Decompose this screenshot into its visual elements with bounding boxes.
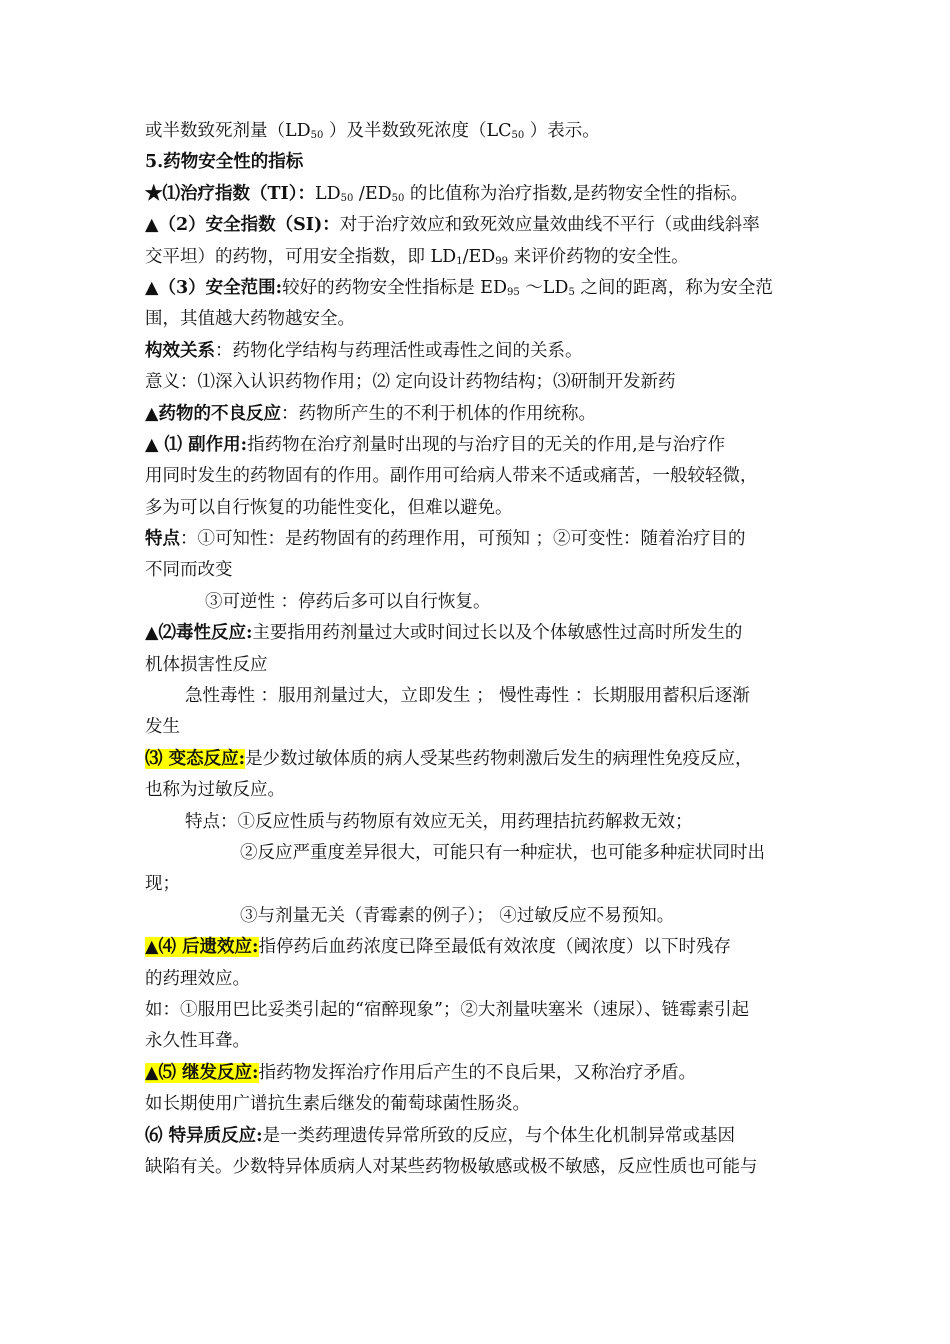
text-line: 不同而改变 xyxy=(145,560,233,581)
text-line: ▲⑷ 后遗效应:指停药后血药浓度已降至最低有效浓度（阈浓度）以下时残存 xyxy=(145,937,732,958)
text-line: ▲ ⑴ 副作用:指药物在治疗剂量时出现的与治疗目的无关的作用,是与治疗作 xyxy=(145,434,726,455)
text-line: 意义：⑴深入认识药物作用；⑵ 定向设计药物结构；⑶研制开发新药 xyxy=(145,372,676,393)
text-line: 用同时发生的药物固有的作用。副作用可给病人带来不适或痛苦，一般较轻微， xyxy=(145,466,758,487)
text-line: 发生 xyxy=(145,717,180,738)
text-line: 机体损害性反应 xyxy=(145,654,268,675)
text-line: 也称为过敏反应。 xyxy=(145,780,285,801)
text-line: 围，其值越大药物越安全。 xyxy=(145,309,355,330)
text-line: ⑹ 特异质反应:是一类药理遗传异常所致的反应，与个体生化机制异常或基因 xyxy=(145,1125,736,1146)
highlight-label: ▲⑸ 继发反应: xyxy=(145,1062,259,1083)
text-line: 交平坦）的药物，可用安全指数，即 $LD_1/ED_{99}$ 来评价药物的安全性。 xyxy=(145,246,689,267)
text-line: ⑶ 变态反应:是少数过敏体质的病人受某些药物刺激后发生的病理性免疫反应， xyxy=(145,748,753,769)
text-line: 多为可以自行恢复的功能性变化，但难以避免。 xyxy=(145,497,513,518)
text-line: ③可逆性 ：停药后多可以自行恢复。 xyxy=(205,591,491,612)
text-line: ▲（2）安全指数（SI)：对于治疗效应和致死效应量效曲线不平行（或曲线斜率 xyxy=(145,215,760,236)
text-line: ★⑴治疗指数（TI）：$LD_{50}$ $/ED_{50}$ 的比值称为治疗指数,是药物安全性的指标。 xyxy=(145,183,748,204)
text-line: 缺陷有关。少数特异体质病人对某些药物极敏感或极不敏感，反应性质也可能与 xyxy=(145,1156,758,1177)
text-line: 特点：①反应性质与药物原有效应无关，用药理拮抗药解救无效； xyxy=(185,811,693,832)
text-line: ②反应严重度差异很大，可能只有一种症状，也可能多种症状同时出 xyxy=(240,842,765,863)
text-line: ▲⑸ 继发反应:指药物发挥治疗作用后产生的不良后果，又称治疗矛盾。 xyxy=(145,1062,697,1083)
text-line: 或半数致死剂量（$LD_{50}$ ）及半数致死浓度（$LC_{50}$ ）表示。 xyxy=(145,121,600,141)
section-heading: 5.药物安全性的指标 xyxy=(145,152,304,173)
text-line: ▲⑵毒性反应:主要指用药剂量过大或时间过长以及个体敏感性过高时所发生的 xyxy=(145,623,743,644)
text-line: 构效关系：药物化学结构与药理活性或毒性之间的关系。 xyxy=(145,340,583,361)
text-line: 的药理效应。 xyxy=(145,968,250,989)
document-page xyxy=(145,116,815,1183)
text-line: 特点：①可知性：是药物固有的药理作用，可预知 ；②可变性：随着治疗目的 xyxy=(145,529,746,550)
text-line: 如：①服用巴比妥类引起的“宿醉现象”；②大剂量呋塞米（速尿）、链霉素引起 xyxy=(145,999,750,1020)
highlight-label: ▲⑷ 后遗效应: xyxy=(145,937,259,958)
text-line: 永久性耳聋。 xyxy=(145,1031,250,1052)
text-line: ▲药物的不良反应：药物所产生的不利于机体的作用统称。 xyxy=(145,403,596,424)
text-line: ▲（3）安全范围:较好的药物安全性指标是 $ED_{95}$ $\sim LD_5$ 之间的距离，称为安全范 xyxy=(145,277,773,298)
text-line: 现； xyxy=(145,874,180,895)
text-line: 急性毒性 ：服用剂量过大，立即发生 ； 慢性毒性 ：长期服用蓄积后逐渐 xyxy=(185,686,750,707)
text-line: ③与剂量无关（青霉素的例子）； ④过敏反应不易预知。 xyxy=(240,905,675,926)
text-line: 如长期使用广谱抗生素后继发的葡萄球菌性肠炎。 xyxy=(145,1094,530,1115)
highlight-label: ⑶ 变态反应: xyxy=(145,748,246,769)
